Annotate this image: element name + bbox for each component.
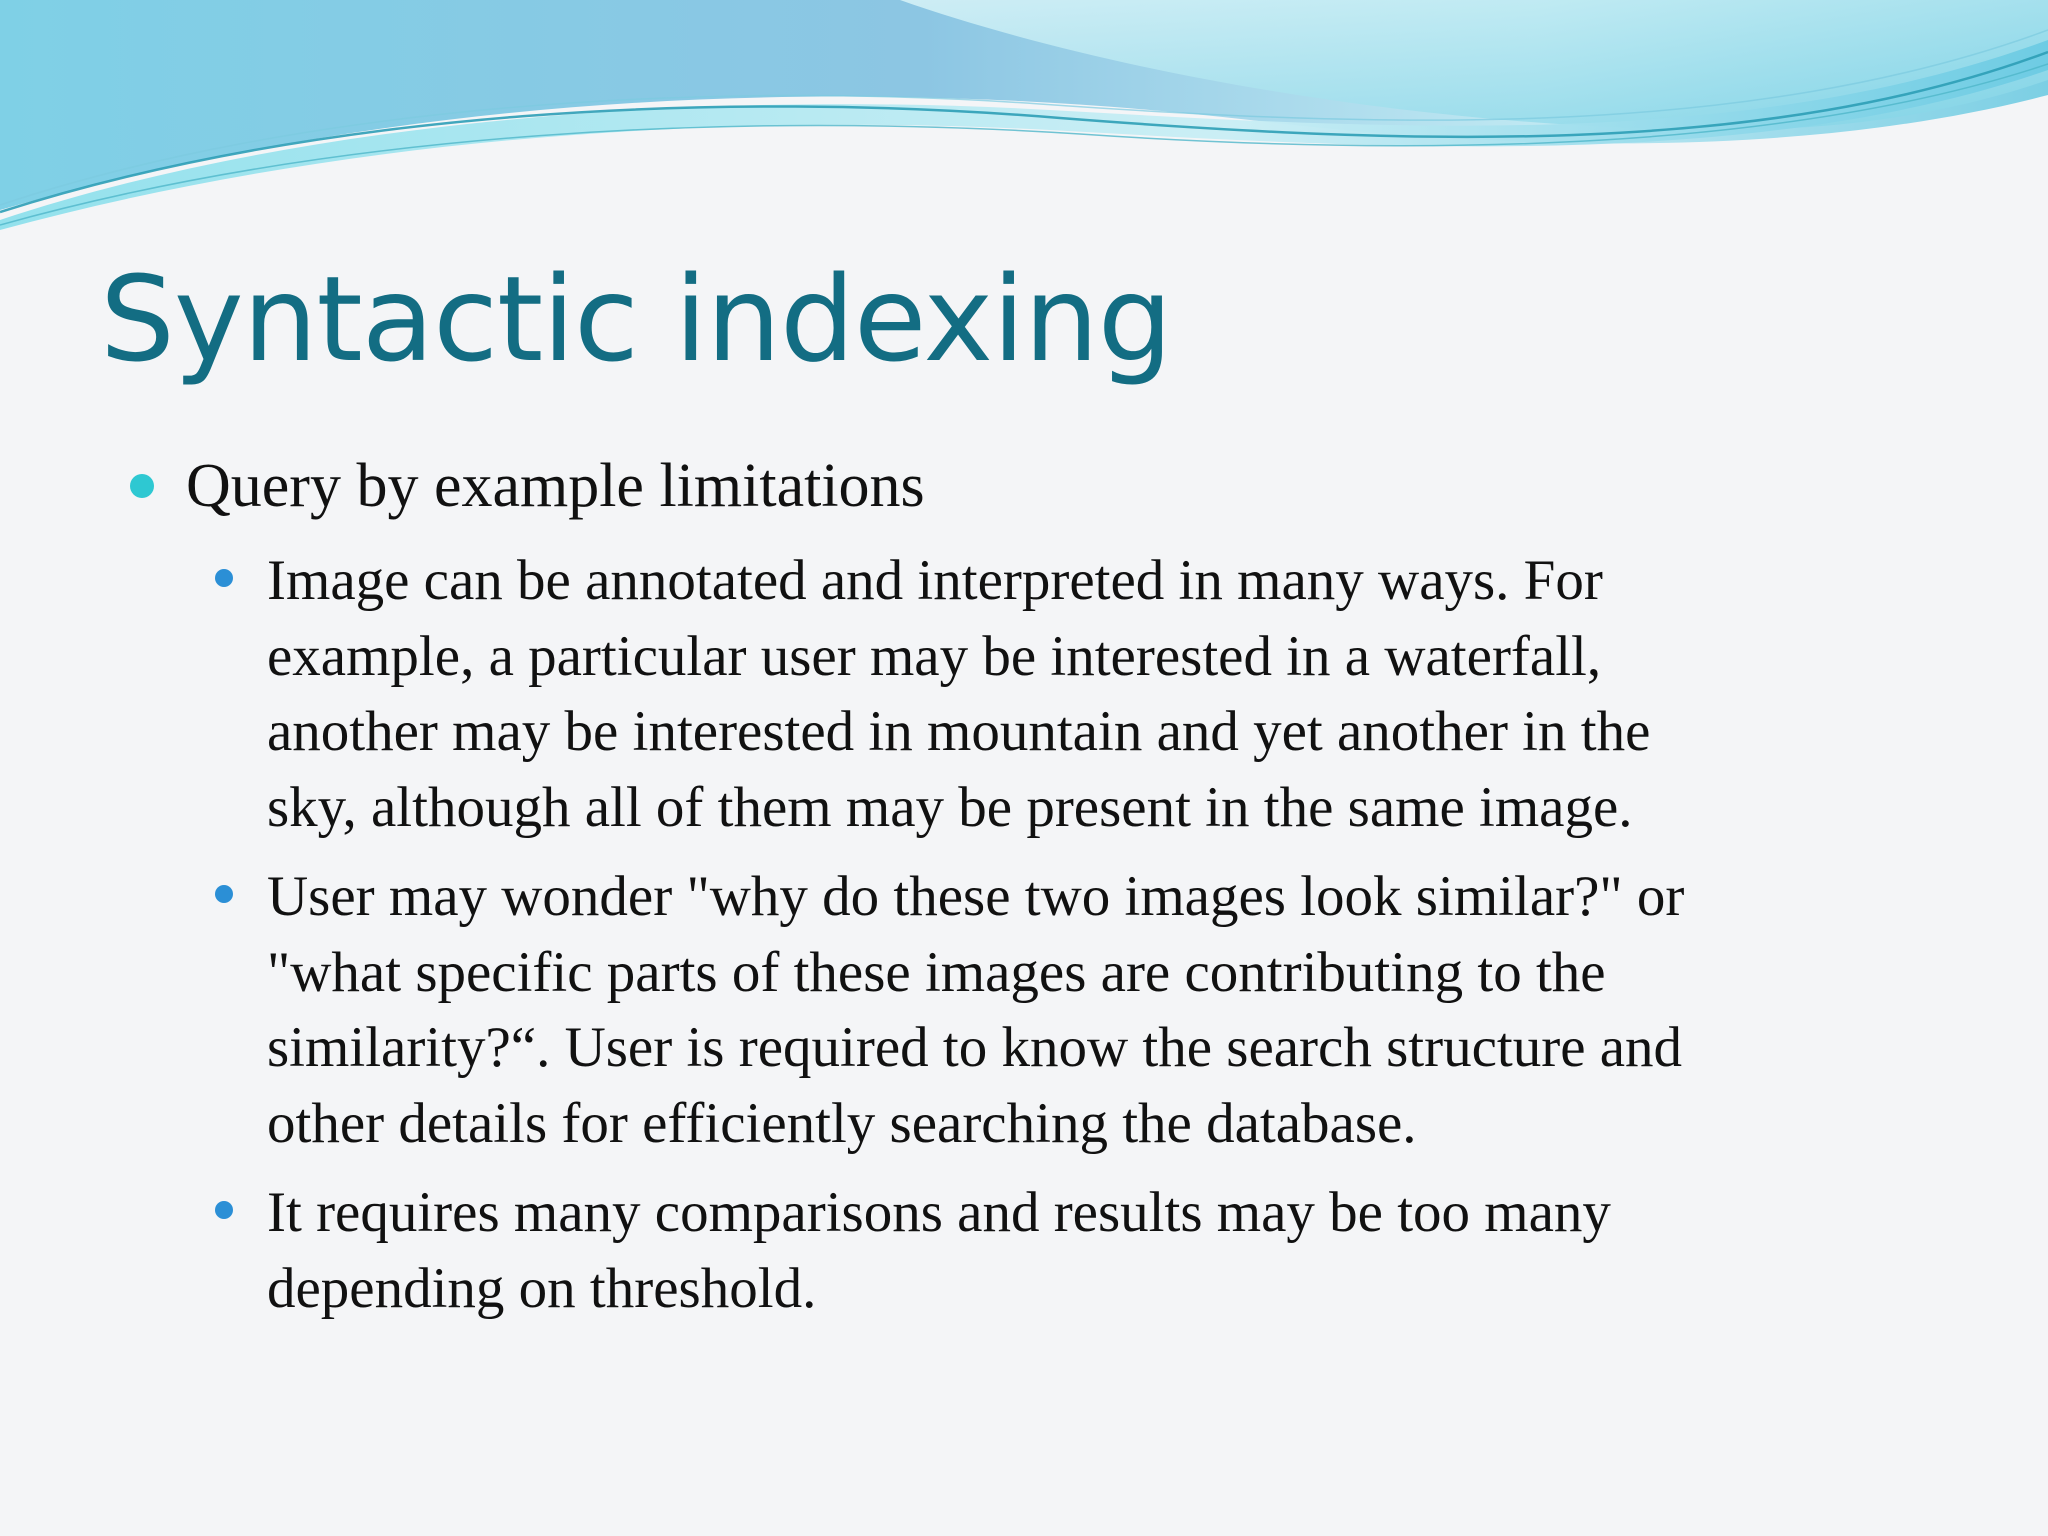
sub-bullet-line: User may wonder "why do these two images look similar?" or (267, 865, 1685, 928)
sub-bullet-list (0, 543, 2048, 1340)
sub-bullet-line: example, a particular user may be interested in a waterfall, (267, 624, 1602, 688)
header-wave-decoration (0, 0, 2048, 240)
sub-bullet-line: similarity?“. User is required to know the search structure and (267, 1016, 1683, 1079)
slide-title: Syntactic indexing (100, 250, 1172, 388)
bullet-dot-icon (130, 474, 154, 498)
sub-bullet-line: another may be interested in mountain and yet another in the (267, 700, 1651, 763)
sub-bullet-line: other details for efficiently searching the database. (267, 1091, 1417, 1155)
sub-bullet-line: sky, although all of them may be present in the same image. (267, 775, 1633, 839)
sub-bullet-line: depending on threshold. (267, 1256, 817, 1320)
sub-bullet-item (267, 1175, 1967, 1326)
sub-bullet-dot-icon (215, 1201, 233, 1219)
sub-bullet-line: Image can be annotated and interpreted in many ways. For (267, 549, 1603, 612)
sub-bullet-line: It requires many comparisons and results may be too many (267, 1181, 1611, 1244)
sub-bullet-line: "what specific parts of these images are contributing to the (267, 940, 1606, 1004)
sub-bullet-dot-icon (215, 885, 233, 903)
sub-bullet-item (267, 543, 1967, 845)
sub-bullet-item (267, 859, 1967, 1161)
bullet-level1-text: Query by example limitations (186, 452, 925, 520)
sub-bullet-dot-icon (215, 569, 233, 587)
